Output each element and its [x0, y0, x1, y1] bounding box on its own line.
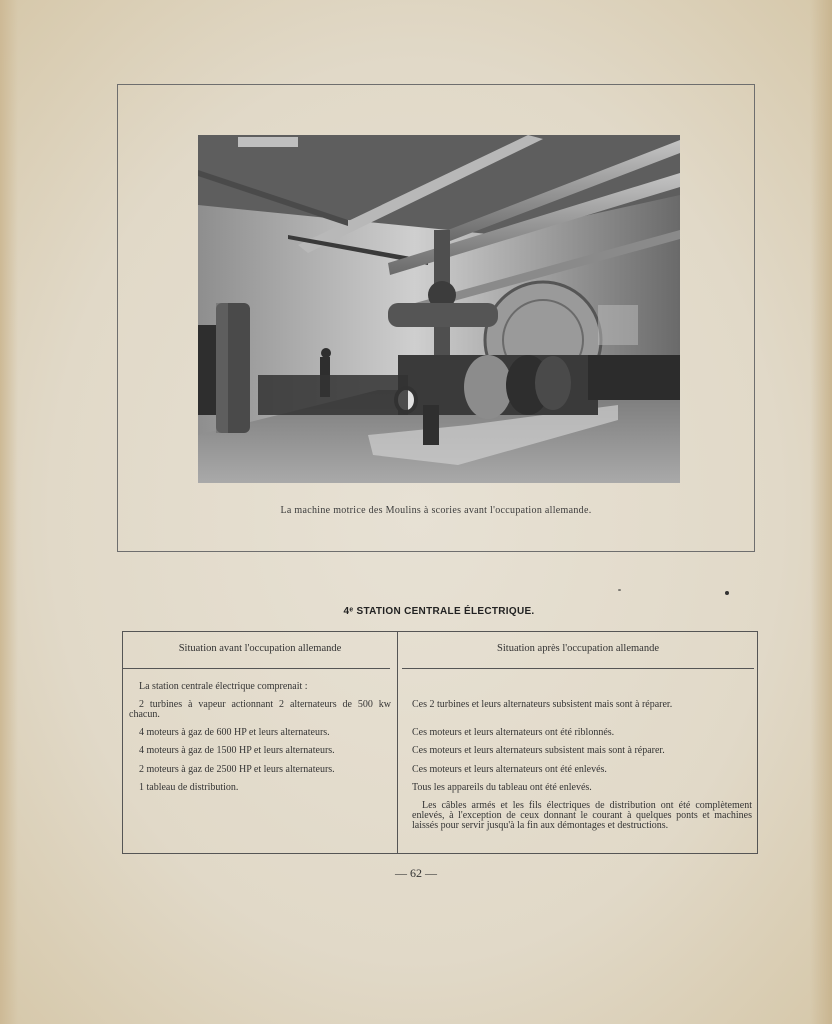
after-item-600hp: Ces moteurs et leurs alternateurs ont été riblonnés. [412, 727, 615, 738]
header-rule-right [402, 668, 754, 669]
paper-speck [725, 591, 729, 595]
after-item-turbines: Ces 2 turbines et leurs alternateurs subsistent mais sont à réparer. [412, 699, 673, 710]
page-number: — 62 — [395, 866, 437, 880]
photo-caption: La machine motrice des Moulins à scories avant l'occupation allemande. [280, 505, 592, 516]
before-item-switchboard: 1 tableau de distribution. [139, 782, 239, 793]
header-rule-left [123, 668, 390, 669]
header-after-occupation: Situation après l'occupation allemande [497, 643, 659, 654]
engine-room-photograph [198, 135, 680, 483]
engine-room-illustration [198, 135, 680, 483]
before-item-1500hp: 4 moteurs à gaz de 1500 HP et leurs alternateurs. [139, 745, 335, 756]
cables-note: Les câbles armés et les fils électriques de distribution ont été complètement enlevés, à l'exception de ceux donnant le courant à quelques ponts et machines laissés pour servir jusqu'à la fin aux démontages et destructions. [412, 800, 752, 831]
header-before-occupation: Situation avant l'occupation allemande [178, 643, 342, 654]
photo-frame [117, 84, 755, 552]
paper-speck [618, 589, 621, 591]
before-item-2500hp: 2 moteurs à gaz de 2500 HP et leurs alternateurs. [139, 764, 335, 775]
before-item-turbines: 2 turbines à vapeur actionnant 2 alternateurs de 500 kw chacun. [129, 699, 391, 720]
after-item-2500hp: Ces moteurs et leurs alternateurs ont été enlevés. [412, 764, 607, 775]
intro-text: La station centrale électrique comprenait : [139, 681, 308, 692]
after-item-1500hp: Ces moteurs et leurs alternateurs subsistent mais sont à réparer. [412, 745, 665, 756]
section-title: 4ᵉ STATION CENTRALE ÉLECTRIQUE. [343, 606, 535, 617]
before-item-600hp: 4 moteurs à gaz de 600 HP et leurs alternateurs. [139, 727, 330, 738]
after-item-switchboard: Tous les appareils du tableau ont été enlevés. [412, 782, 592, 793]
column-divider [397, 632, 398, 853]
comparison-table [122, 631, 758, 854]
